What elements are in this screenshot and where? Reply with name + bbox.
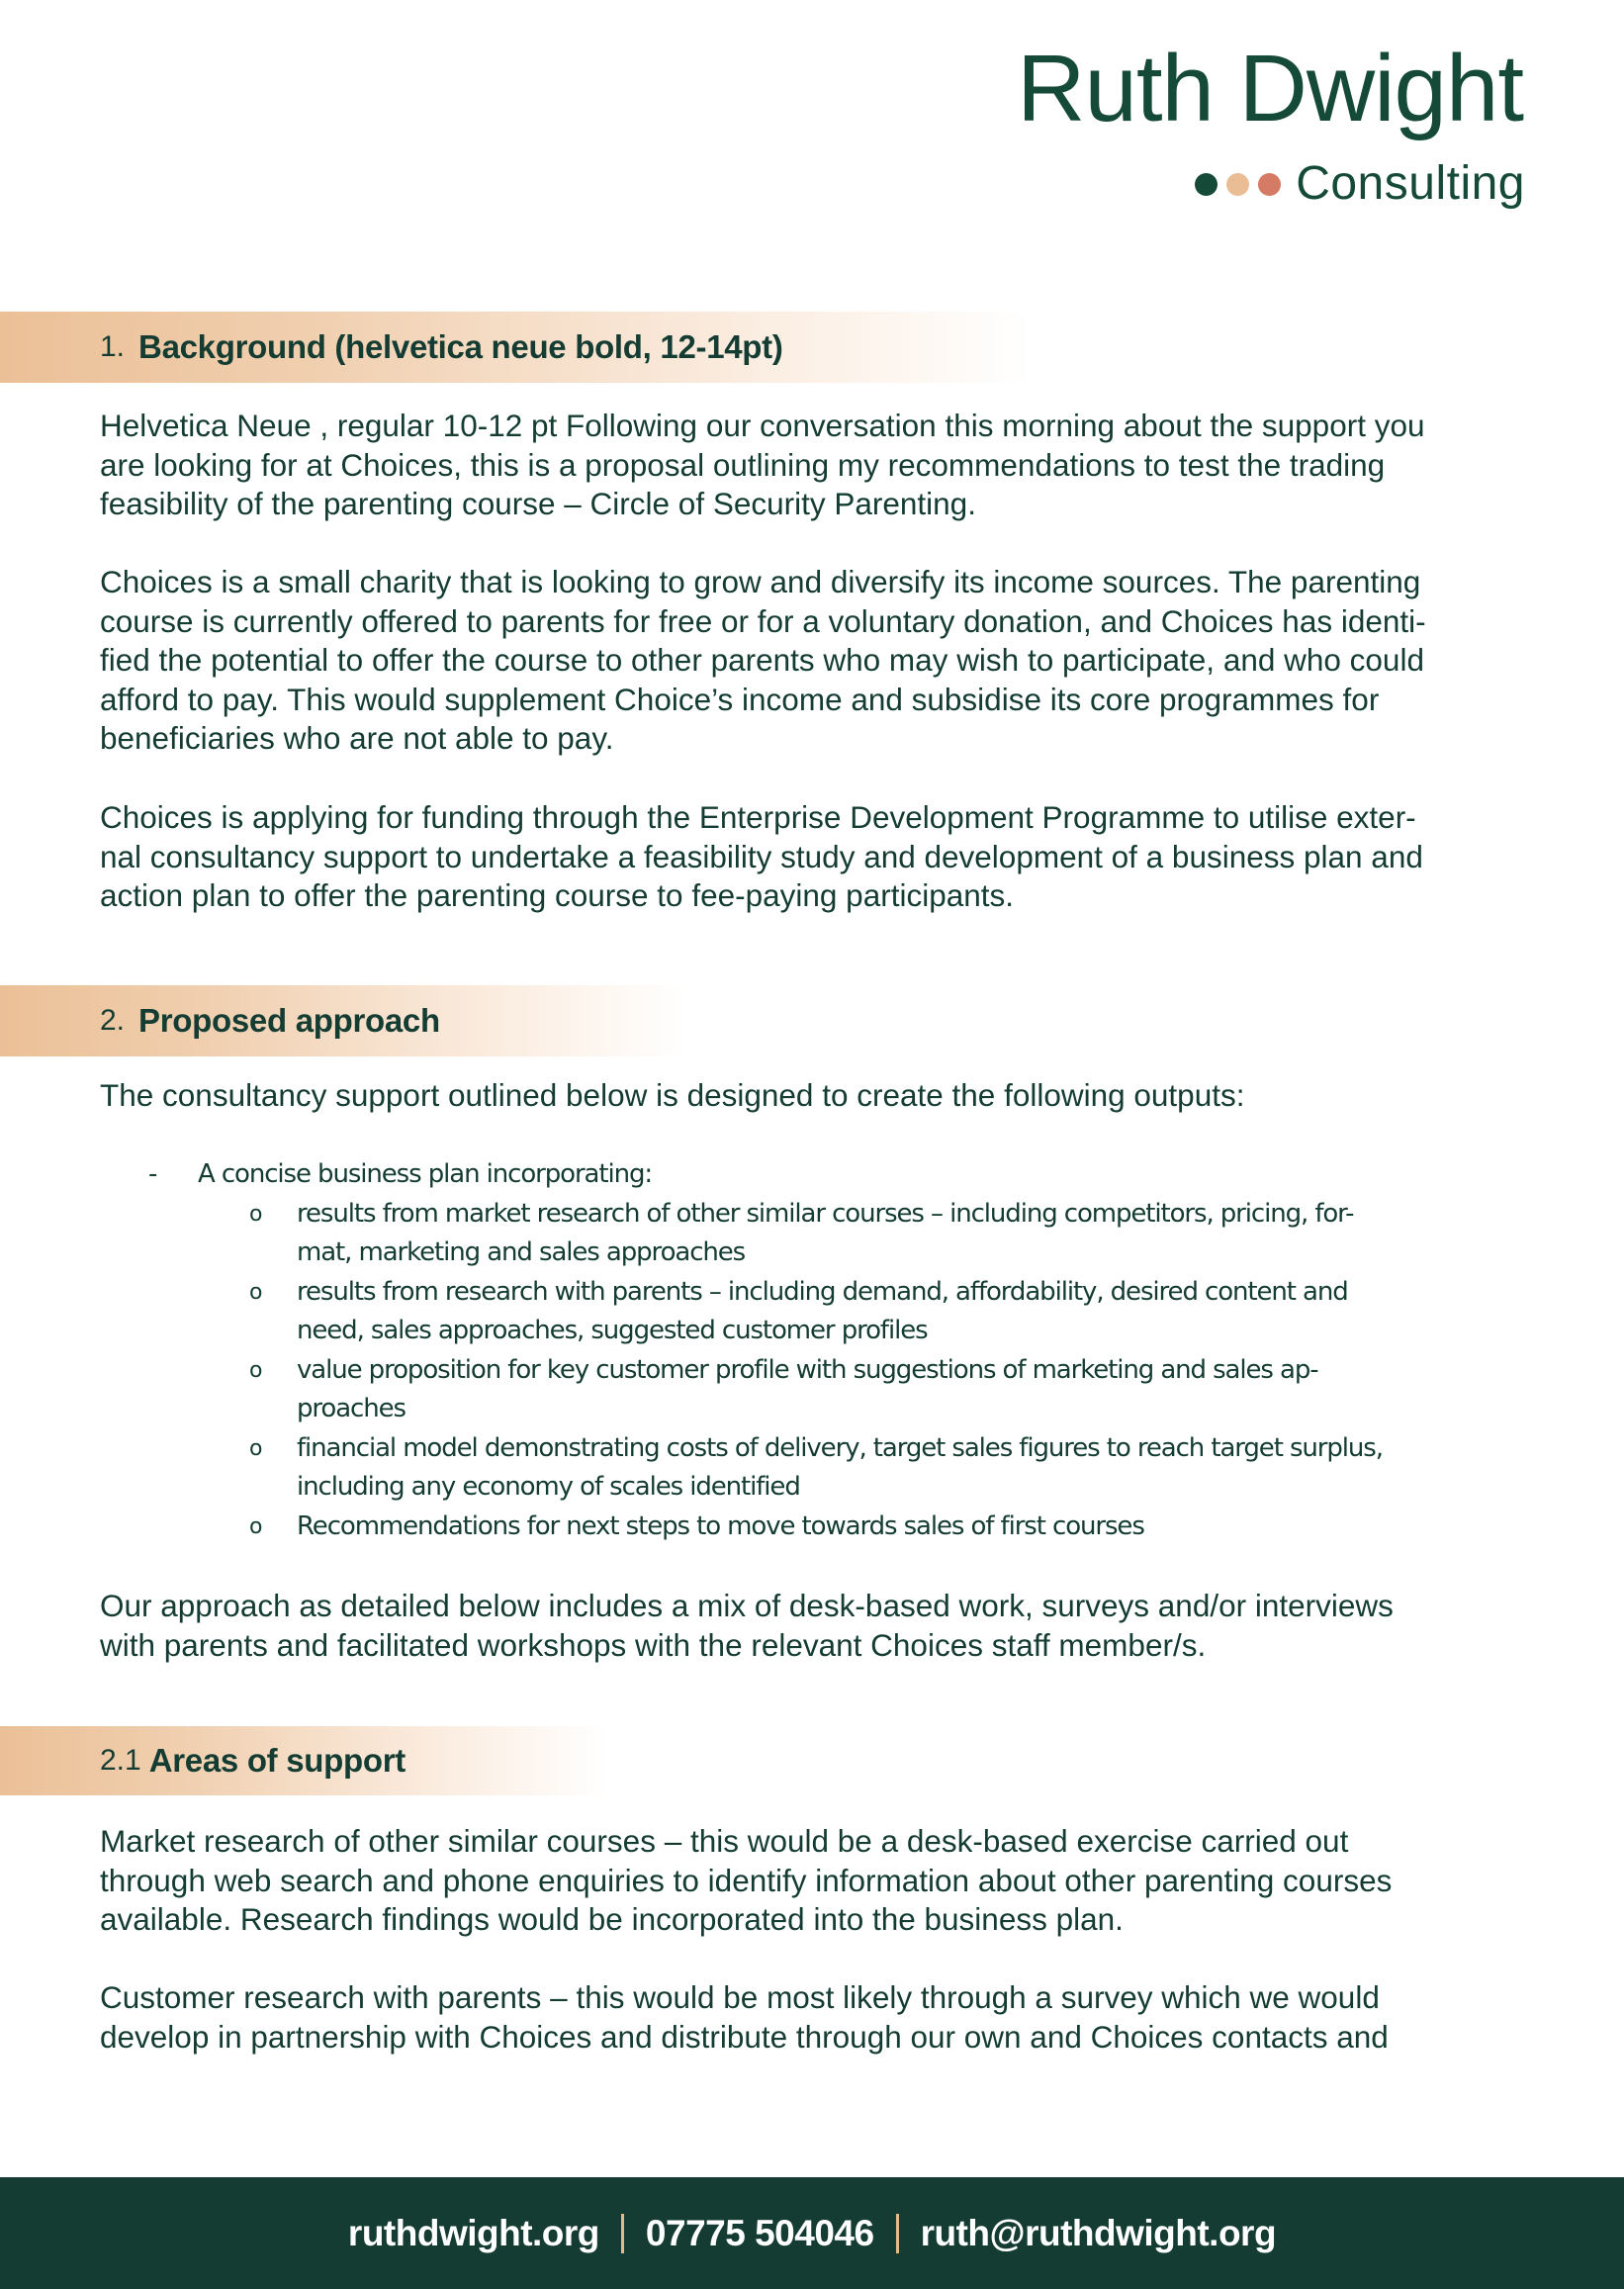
- section-title: Areas of support: [148, 1742, 406, 1779]
- website-link[interactable]: ruthdwight.org: [347, 2212, 599, 2253]
- text-line: action plan to offer the parenting course to fee-paying participants.: [100, 877, 1015, 913]
- text-line: Choices is a small charity that is looking to grow and diversify its income sources. The parenting: [100, 564, 1421, 599]
- text-line: The consultancy support outlined below is designed to create the following outputs:: [100, 1077, 1245, 1113]
- sub-list-item: [0, 1273, 1624, 1351]
- section-number: 1.: [100, 330, 126, 363]
- paragraph: [100, 563, 1534, 759]
- text-line: fied the potential to offer the course to other parents who may wish to participate, and who could: [100, 642, 1424, 678]
- text-line: value proposition for key customer profile with suggestions of marketing and sales ap-: [297, 1354, 1318, 1385]
- text-line: with parents and facilitated workshops with the relevant Choices staff member/s.: [100, 1626, 1207, 1663]
- sub-list-item: [0, 1195, 1624, 1273]
- section-number: 2.1: [100, 1744, 141, 1777]
- email-link[interactable]: ruth@ruthdwight.org: [920, 2212, 1277, 2253]
- dash-bullet-icon: -: [148, 1159, 157, 1189]
- list-item: [0, 1155, 1624, 1195]
- paragraph: [100, 1587, 1534, 1665]
- circle-bullet-icon: o: [249, 1357, 262, 1383]
- phone-number[interactable]: 07775 504046: [645, 2212, 874, 2253]
- circle-bullet-icon: o: [249, 1279, 262, 1305]
- paragraph: [100, 407, 1534, 524]
- section-number: 2.: [100, 1004, 126, 1037]
- brand-subtitle: Consulting: [1296, 157, 1525, 210]
- section-title: Background (helvetica neue bold, 12-14pt): [138, 328, 783, 365]
- paragraph: [100, 1076, 1534, 1116]
- text-line: course is currently offered to parents for free or for a voluntary donation, and Choices has identi-: [100, 602, 1426, 639]
- sub-list-item: [0, 1351, 1624, 1429]
- text-line: results from research with parents – including demand, affordability, desired content and: [297, 1276, 1348, 1307]
- text-line: Market research of other similar courses – this would be a desk-based exercise carried out: [100, 1823, 1349, 1859]
- separator-divider: [896, 2214, 899, 2253]
- text-line: results from market research of other similar courses – including competitors, pricing, for-: [297, 1198, 1354, 1229]
- text-line: Choices is applying for funding through the Enterprise Development Programme to utilise exter-: [100, 799, 1416, 835]
- text-line: including any economy of scales identified: [297, 1472, 800, 1502]
- text-line: Our approach as detailed below includes a mix of desk-based work, surveys and/or interviews: [100, 1588, 1394, 1623]
- logo-dot-icon-3: [1258, 173, 1281, 196]
- paragraph: [100, 798, 1534, 916]
- text-line: afford to pay. This would supplement Choice’s income and subsidise its core programmes for: [100, 681, 1380, 717]
- text-line: through web search and phone enquiries to identify information about other parenting courses: [100, 1862, 1393, 1898]
- text-line: develop in partnership with Choices and distribute through our own and Choices contacts and: [100, 2018, 1389, 2055]
- paragraph: [100, 1978, 1534, 2057]
- section-heading-background: [0, 985, 687, 1056]
- text-line: are looking for at Choices, this is a proposal outlining my recommendations to test the trading: [100, 446, 1386, 483]
- brand-name: Ruth Dwight: [1017, 36, 1523, 141]
- sub-list-item: [0, 1429, 1624, 1508]
- text-line: mat, marketing and sales approaches: [297, 1237, 746, 1267]
- text-line: need, sales approaches, suggested customer profiles: [297, 1316, 928, 1345]
- list-item-text: A concise business plan incorporating:: [198, 1159, 653, 1189]
- text-line: Customer research with parents – this would be most likely through a survey which we would: [100, 1979, 1380, 2015]
- brand-subtitle-row: [1195, 157, 1525, 210]
- text-line: beneficiaries who are not able to pay.: [100, 720, 614, 756]
- text-line: Helvetica Neue , regular 10-12 pt Following our conversation this morning about the support you: [100, 408, 1425, 443]
- circle-bullet-icon: o: [249, 1513, 262, 1539]
- sub-list-item: [0, 1508, 1624, 1547]
- contact-footer: [0, 2177, 1624, 2289]
- subsection-heading-background: [0, 1726, 608, 1795]
- text-line: financial model demonstrating costs of delivery, target sales figures to reach target surplus,: [297, 1432, 1383, 1463]
- text-line: nal consultancy support to undertake a feasibility study and development of a business plan and: [100, 838, 1423, 874]
- section-heading-background: [0, 312, 1032, 383]
- outputs-list: [0, 1155, 1624, 1546]
- circle-bullet-icon: o: [249, 1201, 262, 1227]
- text-line: available. Research findings would be incorporated into the business plan.: [100, 1901, 1124, 1937]
- separator-divider: [621, 2214, 624, 2253]
- logo-dot-icon-2: [1226, 173, 1249, 196]
- text-line: Recommendations for next steps to move towards sales of first courses: [297, 1511, 1144, 1541]
- paragraph: [100, 1822, 1534, 1940]
- text-line: feasibility of the parenting course – Circle of Security Parenting.: [100, 486, 976, 521]
- circle-bullet-icon: o: [249, 1435, 262, 1461]
- text-line: proaches: [297, 1394, 406, 1423]
- section-title: Proposed approach: [138, 1002, 440, 1039]
- logo-dot-icon-1: [1195, 173, 1218, 196]
